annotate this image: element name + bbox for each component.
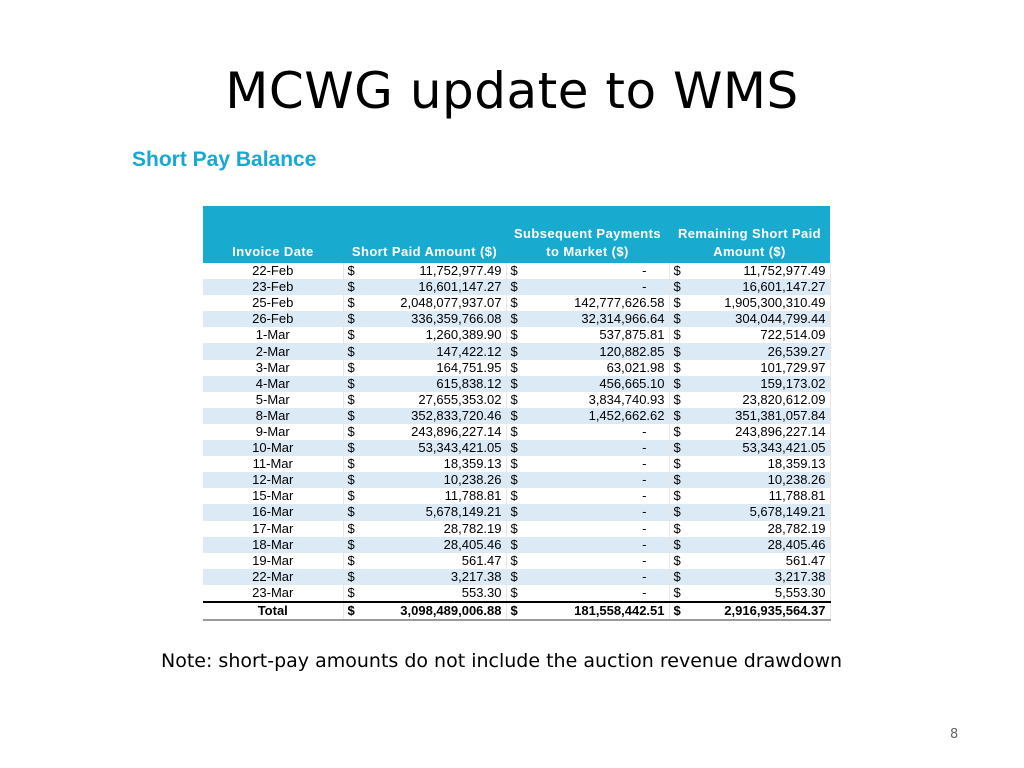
amount-value: 16,601,147.27 (418, 279, 502, 295)
subsequent-payment-cell (506, 585, 669, 602)
subsequent-payment-cell (506, 521, 669, 537)
currency-symbol: $ (347, 391, 355, 407)
amount-value: 11,788.81 (444, 488, 502, 504)
amount-value: 3,217.38 (450, 568, 502, 584)
short-paid-cell (343, 295, 506, 311)
remaining-cell (669, 537, 830, 553)
currency-symbol: $ (510, 263, 518, 279)
amount-value: 352,833,720.46 (411, 407, 502, 423)
invoice-date-cell: 23-Feb (203, 279, 343, 295)
currency-symbol: $ (347, 536, 355, 552)
currency-symbol: $ (347, 440, 355, 456)
subsequent-payment-cell (506, 456, 669, 472)
remaining-cell (669, 521, 830, 537)
table-row (203, 279, 830, 295)
amount-value: 553.30 (461, 584, 502, 600)
short-paid-cell (343, 569, 506, 585)
table-row (203, 585, 830, 602)
currency-symbol: $ (347, 311, 355, 327)
short-paid-cell (343, 537, 506, 553)
amount-value: 615,838.12 (436, 375, 502, 391)
amount-value: 28,405.46 (443, 536, 502, 552)
currency-symbol: $ (673, 456, 681, 472)
invoice-date-cell: 11-Mar (203, 456, 343, 472)
total-remaining: $ 2,916,935,564.37 (669, 602, 830, 620)
subsequent-payment-cell (506, 311, 669, 327)
footnote: Note: short-pay amounts do not include the auction revenue drawdown (161, 650, 843, 672)
invoice-date-cell: 10-Mar (203, 440, 343, 456)
invoice-date-cell: 12-Mar (203, 472, 343, 488)
currency-symbol: $ (673, 504, 681, 520)
total-row (203, 602, 830, 620)
remaining-cell (669, 295, 830, 311)
currency-symbol: $ (510, 359, 518, 375)
currency-symbol: $ (347, 568, 355, 584)
currency-symbol: $ (510, 423, 518, 439)
short-paid-cell (343, 472, 506, 488)
invoice-date-cell: 2-Mar (203, 343, 343, 359)
currency-symbol: $ (510, 504, 518, 520)
currency-symbol: $ (673, 327, 681, 343)
currency-symbol: $ (347, 552, 355, 568)
short-paid-cell (343, 504, 506, 520)
table-row (203, 376, 830, 392)
amount-value: 537,875.81 (599, 327, 665, 343)
remaining-cell (669, 424, 830, 440)
subsequent-payment-cell (506, 408, 669, 424)
table-row (203, 440, 830, 456)
amount-value: 32,314,966.64 (581, 311, 665, 327)
currency-symbol: $ (673, 391, 681, 407)
table-body (203, 263, 830, 620)
amount-value: 28,782.19 (767, 520, 826, 536)
remaining-cell (669, 360, 830, 376)
table-row (203, 392, 830, 408)
currency-symbol: $ (510, 343, 518, 359)
total-label: Total (203, 602, 343, 620)
currency-symbol: $ (673, 536, 681, 552)
remaining-cell (669, 376, 830, 392)
currency-symbol: $ (673, 584, 681, 600)
amount-value: - (642, 536, 647, 552)
currency-symbol: $ (510, 568, 518, 584)
short-paid-cell (343, 376, 506, 392)
amount-value: 3,217.38 (774, 568, 826, 584)
currency-symbol: $ (510, 472, 518, 488)
amount-value: - (642, 472, 647, 488)
subsequent-payment-cell (506, 488, 669, 504)
subsequent-payment-cell (506, 569, 669, 585)
short-paid-cell (343, 521, 506, 537)
currency-symbol: $ (510, 584, 518, 600)
currency-symbol: $ (673, 359, 681, 375)
invoice-date-cell: 3-Mar (203, 360, 343, 376)
amount-value: 722,514.09 (760, 327, 826, 343)
amount-value: 63,021.98 (606, 359, 665, 375)
currency-symbol: $ (510, 407, 518, 423)
currency-symbol: $ (510, 440, 518, 456)
table-header-row (203, 206, 830, 263)
currency-symbol: $ (347, 520, 355, 536)
amount-value: 164,751.95 (436, 359, 502, 375)
amount-value: 53,343,421.05 (742, 440, 826, 456)
remaining-cell (669, 327, 830, 343)
currency-symbol: $ (673, 423, 681, 439)
amount-value: 28,782.19 (443, 520, 502, 536)
subsequent-payment-cell (506, 376, 669, 392)
remaining-cell (669, 263, 830, 279)
amount-value: 11,788.81 (768, 488, 826, 504)
invoice-date-cell: 9-Mar (203, 424, 343, 440)
currency-symbol: $ (510, 488, 518, 504)
currency-symbol: $ (673, 568, 681, 584)
amount-value: 351,381,057.84 (735, 407, 826, 423)
short-paid-cell (343, 440, 506, 456)
remaining-cell (669, 311, 830, 327)
currency-symbol: $ (673, 343, 681, 359)
currency-symbol: $ (347, 263, 355, 279)
subsequent-payment-cell (506, 424, 669, 440)
currency-symbol: $ (347, 504, 355, 520)
subsequent-payment-cell (506, 295, 669, 311)
short-pay-balance-table (203, 206, 831, 621)
amount-value: 561.47 (785, 552, 826, 568)
amount-value: 16,601,147.27 (742, 279, 826, 295)
remaining-cell (669, 392, 830, 408)
amount-value: - (642, 504, 647, 520)
table-row (203, 521, 830, 537)
short-paid-cell (343, 343, 506, 359)
amount-value: 5,678,149.21 (749, 504, 826, 520)
remaining-cell (669, 343, 830, 359)
table-row (203, 456, 830, 472)
header-short-paid-amount: Short Paid Amount ($) (343, 206, 506, 263)
table-row (203, 504, 830, 520)
currency-symbol: $ (510, 456, 518, 472)
amount-value: 1,452,662.62 (588, 407, 665, 423)
amount-value: 1,260,389.90 (425, 327, 502, 343)
invoice-date-cell: 22-Mar (203, 569, 343, 585)
short-paid-cell (343, 392, 506, 408)
invoice-date-cell: 25-Feb (203, 295, 343, 311)
currency-symbol: $ (510, 520, 518, 536)
currency-symbol: $ (673, 263, 681, 279)
amount-value: 23,820,612.09 (742, 391, 826, 407)
currency-symbol: $ (347, 327, 355, 343)
amount-value: 53,343,421.05 (418, 440, 502, 456)
table-row (203, 360, 830, 376)
currency-symbol: $ (510, 279, 518, 295)
remaining-cell (669, 472, 830, 488)
amount-value: 304,044,799.44 (735, 311, 826, 327)
currency-symbol: $ (510, 311, 518, 327)
short-paid-cell (343, 263, 506, 279)
amount-value: 3,834,740.93 (588, 391, 665, 407)
page-number: 8 (950, 727, 959, 742)
currency-symbol: $ (510, 295, 518, 311)
amount-value: 1,905,300,310.49 (724, 295, 826, 311)
amount-value: 243,896,227.14 (411, 423, 502, 439)
amount-value: - (642, 520, 647, 536)
amount-value: - (642, 552, 647, 568)
currency-symbol: $ (347, 359, 355, 375)
amount-value: - (642, 423, 647, 439)
subsequent-payment-cell (506, 343, 669, 359)
remaining-cell (669, 504, 830, 520)
amount-value: 18,359.13 (443, 456, 502, 472)
currency-symbol: $ (347, 456, 355, 472)
table-row (203, 553, 830, 569)
currency-symbol: $ (347, 375, 355, 391)
table-row (203, 311, 830, 327)
amount-value: 142,777,626.58 (574, 295, 665, 311)
subsequent-payment-cell (506, 279, 669, 295)
short-paid-cell (343, 456, 506, 472)
invoice-date-cell: 22-Feb (203, 263, 343, 279)
invoice-date-cell: 26-Feb (203, 311, 343, 327)
amount-value: - (642, 568, 647, 584)
table-row (203, 569, 830, 585)
amount-value: 26,539.27 (767, 343, 826, 359)
table-row (203, 488, 830, 504)
subsequent-payment-cell (506, 263, 669, 279)
amount-value: 147,422.12 (436, 343, 502, 359)
short-paid-cell (343, 488, 506, 504)
header-subsequent-payments: Subsequent Payments to Market ($) (506, 206, 669, 263)
short-pay-balance-table-container (203, 206, 830, 621)
amount-value: 561.47 (461, 552, 502, 568)
amount-value: 159,173.02 (760, 375, 826, 391)
remaining-cell (669, 569, 830, 585)
amount-value: 5,553.30 (774, 584, 826, 600)
amount-value: - (642, 279, 647, 295)
invoice-date-cell: 23-Mar (203, 585, 343, 602)
short-paid-cell (343, 311, 506, 327)
table-row (203, 424, 830, 440)
short-paid-cell (343, 279, 506, 295)
remaining-cell (669, 440, 830, 456)
amount-value: 456,665.10 (599, 375, 665, 391)
amount-value: 11,752,977.49 (419, 263, 502, 279)
table-row (203, 295, 830, 311)
remaining-cell (669, 488, 830, 504)
subsequent-payment-cell (506, 360, 669, 376)
currency-symbol: $ (347, 279, 355, 295)
currency-symbol: $ (347, 584, 355, 600)
table-row (203, 408, 830, 424)
amount-value: 10,238.26 (767, 472, 826, 488)
invoice-date-cell: 1-Mar (203, 327, 343, 343)
short-paid-cell (343, 553, 506, 569)
currency-symbol: $ (347, 423, 355, 439)
invoice-date-cell: 16-Mar (203, 504, 343, 520)
section-heading: Short Pay Balance (132, 148, 317, 171)
amount-value: 243,896,227.14 (735, 423, 826, 439)
currency-symbol: $ (510, 536, 518, 552)
amount-value: 10,238.26 (443, 472, 502, 488)
remaining-cell (669, 408, 830, 424)
short-paid-cell (343, 360, 506, 376)
remaining-cell (669, 456, 830, 472)
amount-value: 5,678,149.21 (425, 504, 502, 520)
table-row (203, 343, 830, 359)
header-remaining-short-paid: Remaining Short Paid Amount ($) (669, 206, 830, 263)
subsequent-payment-cell (506, 472, 669, 488)
currency-symbol: $ (673, 488, 681, 504)
currency-symbol: $ (673, 552, 681, 568)
table-row (203, 537, 830, 553)
currency-symbol: $ (510, 375, 518, 391)
currency-symbol: $ (673, 407, 681, 423)
currency-symbol: $ (347, 295, 355, 311)
subsequent-payment-cell (506, 392, 669, 408)
subsequent-payment-cell (506, 553, 669, 569)
invoice-date-cell: 15-Mar (203, 488, 343, 504)
subsequent-payment-cell (506, 327, 669, 343)
invoice-date-cell: 5-Mar (203, 392, 343, 408)
table-row (203, 327, 830, 343)
amount-value: 27,655,353.02 (418, 391, 502, 407)
subsequent-payment-cell (506, 440, 669, 456)
amount-value: 2,048,077,937.07 (400, 295, 502, 311)
currency-symbol: $ (673, 440, 681, 456)
amount-value: - (642, 584, 647, 600)
amount-value: 336,359,766.08 (411, 311, 502, 327)
remaining-cell (669, 585, 830, 602)
currency-symbol: $ (673, 375, 681, 391)
amount-value: 11,752,977.49 (743, 263, 826, 279)
currency-symbol: $ (510, 327, 518, 343)
amount-value: - (642, 440, 647, 456)
amount-value: - (642, 263, 647, 279)
remaining-cell (669, 553, 830, 569)
amount-value: - (642, 488, 647, 504)
subsequent-payment-cell (506, 537, 669, 553)
currency-symbol: $ (510, 391, 518, 407)
invoice-date-cell: 17-Mar (203, 521, 343, 537)
currency-symbol: $ (347, 472, 355, 488)
invoice-date-cell: 8-Mar (203, 408, 343, 424)
total-short-paid: $ 3,098,489,006.88 (343, 602, 506, 620)
slide-title: MCWG update to WMS (225, 62, 799, 120)
invoice-date-cell: 4-Mar (203, 376, 343, 392)
short-paid-cell (343, 585, 506, 602)
currency-symbol: $ (673, 472, 681, 488)
currency-symbol: $ (347, 407, 355, 423)
subsequent-payment-cell (506, 504, 669, 520)
amount-value: 101,729.97 (760, 359, 826, 375)
remaining-cell (669, 279, 830, 295)
invoice-date-cell: 19-Mar (203, 553, 343, 569)
currency-symbol: $ (347, 488, 355, 504)
currency-symbol: $ (673, 520, 681, 536)
amount-value: 120,882.85 (599, 343, 665, 359)
currency-symbol: $ (673, 311, 681, 327)
invoice-date-cell: 18-Mar (203, 537, 343, 553)
table-row (203, 263, 830, 279)
currency-symbol: $ (673, 279, 681, 295)
currency-symbol: $ (347, 343, 355, 359)
amount-value: 18,359.13 (767, 456, 826, 472)
amount-value: 28,405.46 (767, 536, 826, 552)
table-row (203, 472, 830, 488)
short-paid-cell (343, 327, 506, 343)
amount-value: - (642, 456, 647, 472)
currency-symbol: $ (673, 295, 681, 311)
short-paid-cell (343, 424, 506, 440)
currency-symbol: $ (510, 552, 518, 568)
short-paid-cell (343, 408, 506, 424)
total-subsequent: $ 181,558,442.51 (506, 602, 669, 620)
header-invoice-date: Invoice Date (203, 206, 343, 263)
